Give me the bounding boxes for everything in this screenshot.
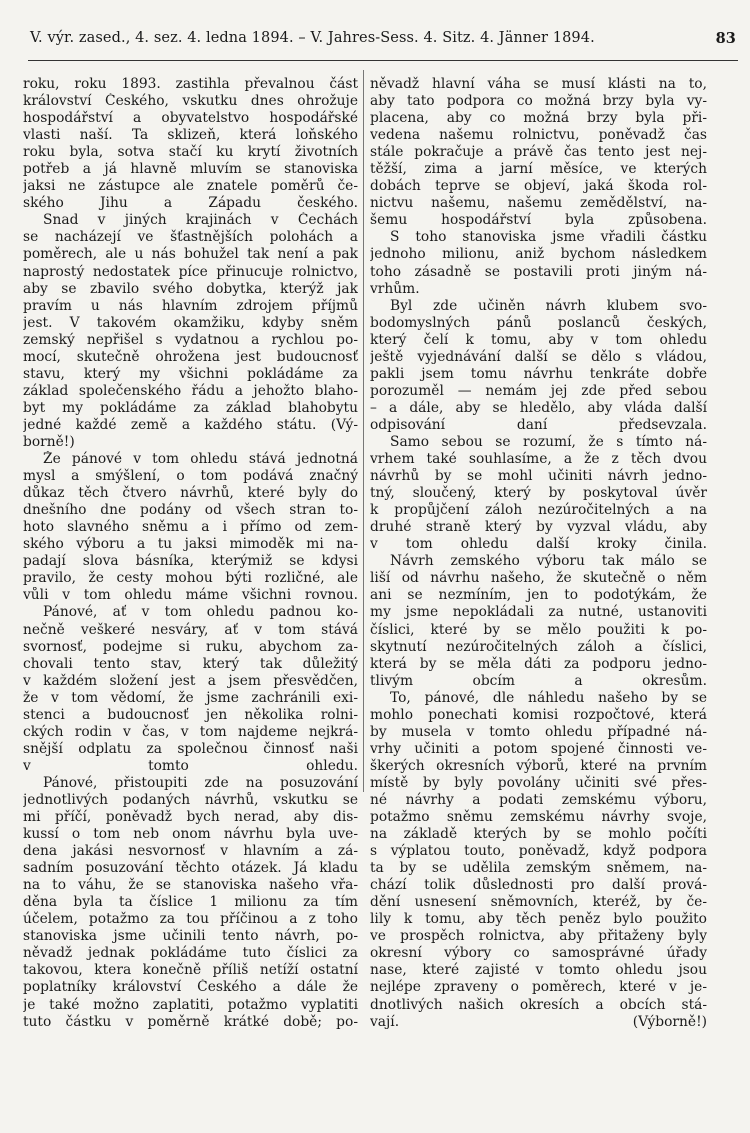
text-line: To, pánové, dle náhledu našeho by se xyxy=(390,689,707,706)
text-line: na základě kterých by se mohlo počíti xyxy=(370,826,707,843)
text-line: chovali tento stav, který tak důležitý xyxy=(23,655,358,672)
text-line: porozuměl — nemám jej zde před sebou xyxy=(370,382,707,399)
text-line: placena, aby co možná brzy byla při- xyxy=(370,110,707,127)
text-line: Že pánové v tom ohledu stává jednotná xyxy=(43,451,358,468)
text-line: šemu hospodářství byla způsobena. xyxy=(370,212,707,229)
text-line: na to váhu, že se stanoviska našeho vřa- xyxy=(23,877,358,894)
text-line: nase, které zajisté v tomto ohledu jsou xyxy=(370,962,707,979)
text-line: ve prospěch rolnictva, aby přitaženy byly xyxy=(370,928,707,945)
text-line: – a dále, aby se hledělo, aby vláda další xyxy=(370,399,707,416)
text-line: Pánové, přistoupiti zde na posuzování xyxy=(43,774,358,791)
text-line: děna byla ta číslice 1 milionu za tím xyxy=(23,894,358,911)
text-line: jedné každé země a každého státu. (Vý- xyxy=(23,416,358,433)
text-line: jednoho milionu, aniž bychom následkem xyxy=(370,246,707,263)
text-line: dobách teprve se objeví, jaká škoda rol- xyxy=(370,178,707,195)
text-line: dena jakási nesvornosť v hlavním a zá- xyxy=(23,843,358,860)
text-line: lily k tomu, aby těch peněz bylo použito xyxy=(370,911,707,928)
text-line: se nacházejí ve šťastnějších polohách a xyxy=(23,229,358,246)
text-line: těžší, zima a jarní měsíce, ve kterých xyxy=(370,161,707,178)
text-line: dění usnesení sněmovních, kteréž, by če- xyxy=(370,894,707,911)
text-line: né návrhy a podati zemskému výboru, xyxy=(370,791,707,808)
text-line: padají slova básníka, kterýmiž se kdysi xyxy=(23,553,358,570)
text-line: vají. (Výborně!) xyxy=(370,1013,707,1030)
text-line: něvadž hlavní váha se musí klásti na to, xyxy=(370,76,707,92)
text-line: tlivým obcím a okresům. xyxy=(370,672,707,689)
text-line: pakli jsem tomu návrhu tenkráte dobře xyxy=(370,365,707,382)
text-line: základ společenského řádu a jehožto blaho- xyxy=(23,382,358,399)
text-line: stenci a budoucnosť jen několika rolni- xyxy=(23,706,358,723)
text-line: stavu, který my všichni pokládáme za xyxy=(23,365,358,382)
text-line: mysl a smýšlení, o tom podává značný xyxy=(23,468,358,485)
text-line: potažmo sněmu zemskému návrhy svoje, xyxy=(370,809,707,826)
text-line: tuto částku v poměrně krátké době; po- xyxy=(23,1013,358,1030)
right-column xyxy=(370,76,707,1031)
text-line: hoto slavného sněmu a i přímo od zem- xyxy=(23,519,358,536)
text-line: s výplatou touto, poněvadž, když podpora xyxy=(370,843,707,860)
text-line: ckých rodin v čas, v tom najdeme nejkrá- xyxy=(23,723,358,740)
text-line: číslici, které by se mělo použiti k po- xyxy=(370,621,707,638)
text-line: dnešního dne podány od všech stran to- xyxy=(23,502,358,519)
text-line: aby se zbavilo svého dobytka, kterýž jak xyxy=(23,280,358,297)
text-line: ského výboru a tu jaksi mimoděk mi na- xyxy=(23,536,358,553)
text-line: by musela v tomto ohledu případné ná- xyxy=(370,723,707,740)
text-line: nejlépe zpraveny o poměrech, které v je- xyxy=(370,979,707,996)
text-line: škerých okresních výborů, které na prvním xyxy=(370,757,707,774)
text-line: jednotlivých podaných návrhů, vskutku se xyxy=(23,791,358,808)
text-line: je také možno zaplatiti, potažmo vyplatiti xyxy=(23,996,358,1013)
text-line: vrhy učiniti a potom spojené činnosti ve- xyxy=(370,740,707,757)
text-line: chází tolik důslednosti pro další prová- xyxy=(370,877,707,894)
text-line: S toho stanoviska jsme vřadili částku xyxy=(390,229,707,246)
text-line: ta by se udělila zemským sněmem, na- xyxy=(370,860,707,877)
text-line: takovou, ktera konečně příliš netíží ostatní xyxy=(23,962,358,979)
text-line: odpisování daní předsevzala. xyxy=(370,416,707,433)
text-line: vrhům. xyxy=(370,280,420,297)
text-line: dnotlivých našich okresích a obcích stá- xyxy=(370,996,707,1013)
text-line: skytnutí nezúročitelných záloh a číslici, xyxy=(370,638,707,655)
text-line: druhé straně který by vyzval vládu, aby xyxy=(370,519,707,536)
text-line: zemský nepřišel s vydatnou a rychlou po- xyxy=(23,331,358,348)
text-line: Snad v jiných krajinách v Čechách xyxy=(43,212,358,229)
text-line: návrhů by se mohl učiniti návrh jedno- xyxy=(370,468,707,485)
text-line: liší od návrhu našeho, že skutečně o něm xyxy=(370,570,707,587)
text-line: sadním posuzování těchto otázek. Já kladu xyxy=(23,860,358,877)
text-line: svornosť, podejme si ruku, abychom za- xyxy=(23,638,358,655)
text-line: Návrh zemského výboru tak málo se xyxy=(390,553,707,570)
text-line: jaksi ne zástupce ale znatele poměrů če- xyxy=(23,178,358,195)
text-line: toho zásadně se postavili proti jiným ná- xyxy=(370,263,707,280)
text-line: bodomyslných pánů poslanců českých, xyxy=(370,314,707,331)
header-title: V. výr. zased., 4. sez. 4. ledna 1894. – V. Jahres-Sess. 4. Sitz. 4. Jänner 1894. xyxy=(30,30,595,46)
text-line: byt my pokládáme za základ blahobytu xyxy=(23,399,358,416)
text-line: vůli v tom ohledu máme všichni rovnou. xyxy=(23,587,358,604)
text-line: k propůjčení záloh nezúročitelných a na xyxy=(370,502,707,519)
text-line: stále pokračuje a právě čas tento jest nej- xyxy=(370,144,707,161)
text-line: borně!) xyxy=(23,433,75,450)
text-line: vedena našemu rolnictvu, poněvadž čas xyxy=(370,127,707,144)
text-line: okresní výbory co samosprávné úřady xyxy=(370,945,707,962)
text-line: naprostý nedostatek píce přinucuje rolnictvo, xyxy=(23,263,358,280)
text-line: která by se měla dáti za podporu jedno- xyxy=(370,655,707,672)
text-line: hospodářství a obyvatelstvo hospodářské xyxy=(23,110,358,127)
text-line: v tomto ohledu. xyxy=(23,757,358,774)
left-column xyxy=(23,76,358,1031)
column-divider xyxy=(363,70,364,792)
text-line: vrhem také souhlasíme, a že z těch dvou xyxy=(370,451,707,468)
text-line: tný, sloučený, který by poskytoval úvěr xyxy=(370,485,707,502)
text-line: pravilo, že cesty mohou býti rozličné, ale xyxy=(23,570,358,587)
text-line: Byl zde učiněn návrh klubem svo- xyxy=(390,297,707,314)
text-line: něvadž jednak pokládáme tuto číslici za xyxy=(23,945,358,962)
text-line: nictvu našemu, našemu zemědělství, na- xyxy=(370,195,707,212)
text-line: účelem, potažmo za tou příčinou a z toho xyxy=(23,911,358,928)
page-number: 83 xyxy=(715,30,736,47)
text-line: mohlo ponechati komisi rozpočtové, která xyxy=(370,706,707,723)
text-line: poměrech, ale u nás bohužel tak není a pak xyxy=(23,246,358,263)
text-line: Samo sebou se rozumí, že s tímto ná- xyxy=(390,433,707,450)
text-line: Pánové, ať v tom ohledu padnou ko- xyxy=(43,604,358,621)
text-line: kussí o tom neb onom návrhu byla uve- xyxy=(23,826,358,843)
text-line: snější odplatu za společnou činnosť naši xyxy=(23,740,358,757)
text-line: poplatníky království Českého a dále že xyxy=(23,979,358,996)
text-line: mocí, skutečně ohrožena jest budoucnosť xyxy=(23,348,358,365)
text-line: království Českého, vskutku dnes ohrožuje xyxy=(23,93,358,110)
text-line: mi příčí, poněvadž bych nerad, aby dis- xyxy=(23,809,358,826)
text-line: že v tom vědomí, že jsme zachránili exi- xyxy=(23,689,358,706)
text-line: jest. V takovém okamžiku, kdyby sněm xyxy=(23,314,358,331)
text-line: roku byla, sotva stačí ku krytí životních xyxy=(23,144,358,161)
text-line: nečně veškeré nesváry, ať v tom stává xyxy=(23,621,358,638)
text-line: stanoviska jsme učinili tento návrh, po- xyxy=(23,928,358,945)
text-line: aby tato podpora co možná brzy byla vy- xyxy=(370,93,707,110)
text-line: v tom ohledu další kroky činila. xyxy=(370,536,707,553)
text-line: v každém složení jest a jsem přesvědčen, xyxy=(23,672,358,689)
text-line: který čelí k tomu, aby v tom ohledu xyxy=(370,331,707,348)
text-line: potřeb a já hlavně mluvím se stanoviska xyxy=(23,161,358,178)
text-line: vlasti naší. Ta sklizeň, která loňského xyxy=(23,127,358,144)
header-rule xyxy=(28,60,738,61)
text-line: pravím u nás hlavním zdrojem příjmů xyxy=(23,297,358,314)
text-line: my jsme nepokládali za nutné, ustanoviti xyxy=(370,604,707,621)
page-header xyxy=(30,30,736,54)
text-line: ještě vyjednávání další se dělo s vládou, xyxy=(370,348,707,365)
text-line: ského Jihu a Západu českého. xyxy=(23,195,358,212)
text-line: důkaz těch čtvero návrhů, které byly do xyxy=(23,485,358,502)
text-line: roku, roku 1893. zastihla převalnou část xyxy=(23,76,358,92)
text-line: místě by byly povolány učiniti své přes- xyxy=(370,774,707,791)
text-line: ani se nezmíním, jen to podotýkám, že xyxy=(370,587,707,604)
